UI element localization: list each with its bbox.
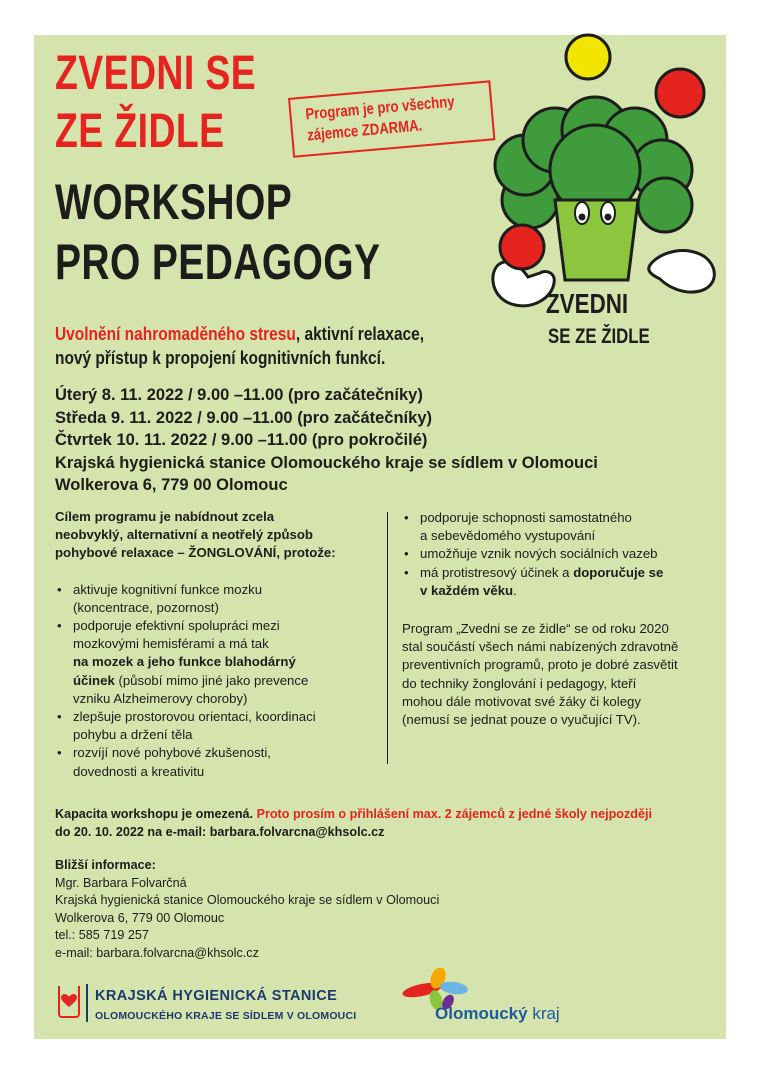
ok-logo-light: kraj (527, 1004, 560, 1023)
intro-text (55, 508, 377, 563)
list-item-line: vzniku Alzheimerovy choroby) (73, 690, 248, 706)
paragraph-line: (nemusí se jednat pouze o vyučující TV). (402, 712, 641, 728)
schedule-block (55, 384, 598, 497)
list-item-bold: účinek (73, 672, 115, 688)
list-item-line: pohybu a držení těla (73, 727, 193, 743)
capacity-red-text: Proto prosím o přihlášení max. 2 zájemců z jedné školy nejpozději (256, 807, 652, 821)
contact-line: Krajská hygienická stanice Olomouckého kraje se sídlem v Olomouci (55, 893, 440, 907)
list-item-line: a sebevědomého vystupování (420, 528, 596, 544)
badge-line-2: zájemce ZDARMA. (306, 117, 423, 145)
paragraph-line: mohou dále motivovat své žáky či kolegy (402, 693, 641, 709)
list-item (55, 617, 377, 708)
mascot-logo-line-2: SE ZE ŽIDLE (548, 325, 650, 348)
contact-line: tel.: 585 719 257 (55, 928, 149, 942)
title-red-line-2: ZE ŽIDLE (55, 105, 225, 158)
list-item (55, 708, 377, 744)
capacity-email-line: do 20. 10. 2022 na e-mail: barbara.folvarcna@khsolc.cz (55, 824, 385, 839)
list-item-line: • zlepšuje prostorovou orientaci, koordinaci (73, 709, 316, 725)
contact-heading: Bližší informace: (55, 858, 156, 872)
list-item-line: • umožňuje vznik nových sociálních vazeb (420, 546, 658, 562)
right-column (402, 509, 702, 729)
footer-logo-separator (86, 984, 88, 1022)
mascot-logo-line-1: ZVEDNI (546, 288, 629, 319)
benefits-list-left (55, 581, 377, 781)
list-item-bold: v každém věku (420, 582, 514, 598)
paragraph-line: stal součástí všech námi nabízených zdravotně (402, 639, 679, 655)
contact-block (55, 857, 439, 962)
contact-line: Mgr. Barbara Folvarčná (55, 875, 187, 890)
list-item-line: . (513, 582, 517, 598)
list-item-bold: na mozek a jeho funkce blahodárný (73, 654, 296, 670)
left-column (55, 508, 377, 781)
subtitle-line-2: nový přístup k propojení kognitivních funkcí. (55, 348, 386, 368)
list-item-line: • aktivuje kognitivní funkce mozku (73, 581, 263, 597)
subtitle-rest: , aktivní relaxace, (295, 324, 425, 344)
list-item (55, 744, 377, 780)
list-item (402, 564, 702, 600)
schedule-line: Úterý 8. 11. 2022 / 9.00 –11.00 (pro začátečníky) (55, 386, 423, 404)
list-item-line: • podporuje schopnosti samostatného (420, 510, 632, 525)
badge-line-1: Program je pro všechny (304, 93, 456, 124)
schedule-address: Wolkerova 6, 779 00 Olomouc (55, 476, 288, 494)
program-paragraph (402, 620, 702, 729)
intro-line: neobvyklý, alternativní a neotřelý způsob (55, 527, 313, 543)
list-item (55, 581, 377, 617)
schedule-line: Čtvrtek 10. 11. 2022 / 9.00 –11.00 (pro pokročilé) (55, 431, 428, 449)
khs-logo-line-1: KRAJSKÁ HYGIENICKÁ STANICE (95, 988, 338, 1004)
contact-line: Wolkerova 6, 779 00 Olomouc (55, 910, 225, 925)
benefits-list-right (402, 509, 702, 600)
intro-line: Cílem programu je nabídnout zcela (55, 509, 275, 524)
list-item (402, 509, 702, 545)
title-black-line-1: WORKSHOP (55, 174, 293, 230)
subtitle-red: Uvolnění nahromaděného stresu (55, 324, 296, 344)
contact-email: e-mail: barbara.folvarcna@khsolc.cz (55, 945, 259, 960)
ok-logo-bold: Olomoucký (435, 1004, 528, 1023)
list-item-bold: doporučuje se (573, 564, 664, 580)
list-item-line: mozkovými hemisférami a má tak (73, 636, 269, 652)
list-item-line: dovednosti a kreativitu (73, 763, 205, 779)
paragraph-line: do techniky žonglování i pedagogy, kteří (402, 675, 637, 691)
list-item (402, 545, 702, 563)
list-item-line: má protistresový účinek a (420, 564, 574, 580)
capacity-notice (55, 806, 652, 841)
khs-logo-line-2: OLOMOUCKÉHO KRAJE SE SÍDLEM V OLOMOUCI (95, 1010, 357, 1022)
paragraph-line: Program „Zvedni se ze židle“ se od roku 2020 (402, 621, 669, 637)
intro-line: pohybové relaxace – ŽONGLOVÁNÍ, protože: (55, 545, 336, 561)
subtitle-line-1 (55, 322, 424, 346)
olomoucky-kraj-logo-text (435, 1004, 560, 1024)
paragraph-line: preventivních programů, proto je dobré zasvětit (402, 657, 678, 673)
list-item-line: (koncentrace, pozornost) (73, 599, 219, 615)
heart-shield-icon (58, 986, 80, 1018)
broccoli-juggler-icon (470, 25, 725, 325)
schedule-line: Středa 9. 11. 2022 / 9.00 –11.00 (pro začátečníky) (55, 408, 432, 427)
list-item-line: • podporuje efektivní spolupráci mezi (73, 618, 280, 634)
title-black-line-2: PRO PEDAGOGY (55, 234, 381, 290)
column-divider (387, 512, 388, 764)
schedule-venue: Krajská hygienická stanice Olomouckého kraje se sídlem v Olomouci (55, 453, 598, 472)
list-item-line: (působí mimo jiné jako prevence (114, 672, 309, 688)
title-red-line-1: ZVEDNI SE (55, 47, 257, 100)
capacity-text: Kapacita workshopu je omezená. (55, 807, 257, 821)
list-item-line: • rozvíjí nové pohybové zkušenosti, (73, 745, 271, 761)
